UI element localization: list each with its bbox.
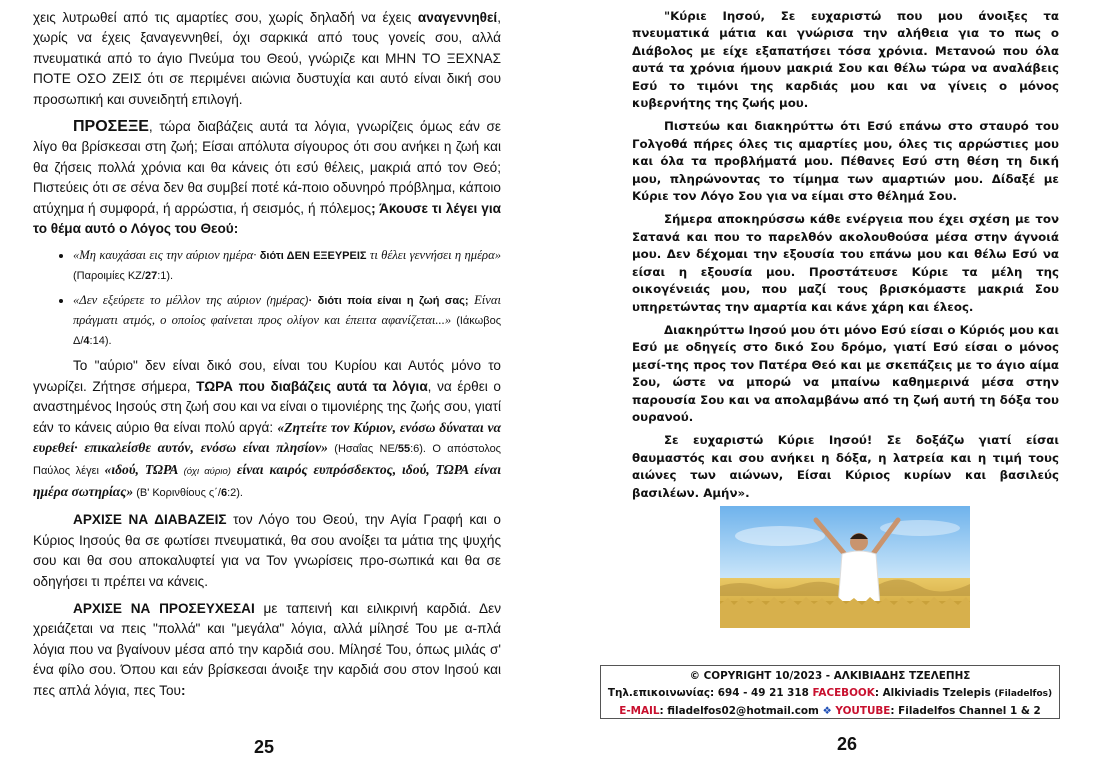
quote: «ιδού, ΤΩΡΑ <box>104 461 179 477</box>
paragraph-1 <box>33 8 501 110</box>
emphasis-regenerated: αναγεννηθεί <box>417 10 498 25</box>
text: τον Λόγο του Θεού, την Αγία Γραφή και ο Κύριος Ιησούς θα σε φωτίσει πνευματικά, θα σου ανοίξει τα μάτια της ψυχής σου και θα σου αποκαλυφτεί για να Τον γνωρίσεις προ-σωπικά και θα σε οδηγήσει τι πρέπει να κάνεις. <box>33 512 501 589</box>
note: (όχι αύριο) <box>178 465 231 477</box>
page-26 <box>560 0 1108 769</box>
reference: (Παροιμίες ΚΖ/ <box>73 270 145 283</box>
prayer-paragraph: Πιστεύω και διακηρύττω ότι Εσύ επάνω στο σταυρό του Γολγοθά πήρες όλες τις αμαρτίες μου, όλες τις αρρώστιες μου και όλα τα προβλήματά μου. Πέθανες Εσύ στη θέση τη δική μου, πληρώνοντας το τίμημα των αμαρτιών μου. Δίδαξέ με Κύριε τον Λόγο Σου για να είμαι στο θέλημά Σου. <box>632 119 1059 204</box>
prayer-paragraph: Σήμερα αποκηρύσσω κάθε ενέργεια που έχει σχέση με τον Σατανά και που το παρελθόν ακολουθούσα μέσα στην άγνοιά μου. Δεν δέχομαι την εξουσία του επάνω μου και θέλω Εσύ να είσαι η εξουσία μου. Προστάτευσε Κύριε τα μέλη της οικογένειάς μου, που μαζί τους βρισκόμαστε μακριά Σου υπηρετώντας την αμαρτία και κάνε χάρη και έλεος. <box>632 212 1059 314</box>
prayer-paragraph: Σε ευχαριστώ Κύριε Ιησού! Σε δοξάζω γιατί είσαι θαυμαστός και σου ανήκει η δόξα, η λατρεία και η τιμή τους αιώνες των αιώνων, Είσαι Κύριος κυρίων και βασιλεύς βασιλέων. Αμήν». <box>632 433 1059 500</box>
text: :6). Ο απόστολος Παύλος λέγει <box>33 443 501 477</box>
reference-chapter: 55 <box>397 443 411 456</box>
reference-chapter: 4 <box>83 335 90 348</box>
copyright-line: © COPYRIGHT 10/2023 - ΑΛΚΙΒΙΑΔΗΣ ΤΖΕΛΕΠΗΣ <box>689 670 971 682</box>
heading-prosexe: ΠΡΟΣΕΞΕ <box>73 118 149 136</box>
copyright-box <box>600 665 1060 719</box>
text: , τώρα διαβάζεις αυτά τα λόγια, γνωρίζεις όμως εάν σε λίγο θα βρίσκεσαι στη ζωή; Είσαι απόλυτα σίγουρος ότι σου ανήκει η ζωή και θα ζήσεις πολλά χρόνια και θα κάνεις ότι εσύ θέλεις, μακριά από τον Θεό; Πιστεύεις ότι σε σένα δεν θα συμβεί ποτέ κά-ποιο οδυνηρό πρόβλημα, κάποιο ατύχημα ή συμφορά, ή αρρώστια, ή σεισμός, ή πόλεμος <box>33 119 501 216</box>
facebook-value: : Alkiviadis Tzelepis <box>874 687 995 699</box>
emphasis: ΑΡΧΙΣΕ ΝΑ ΠΡΟΣΕΥΧΕΣΑΙ <box>73 600 255 616</box>
paragraph-2 <box>33 117 501 239</box>
reference-chapter: 27 <box>144 270 158 283</box>
text: Το "αύριο" δεν είναι δικό σου, είναι του Κυρίου και Αυτός μόνο το γνωρίζει. Ζήτησε σήμερα, <box>33 358 501 394</box>
paragraph-3 <box>33 356 501 503</box>
emphasis: ΑΡΧΙΣΕ ΝΑ ΔΙΑΒΑΖΕΙΣ <box>73 512 227 528</box>
scripture-list <box>33 246 501 351</box>
phone: Τηλ.επικοινωνίας: 694 - 49 21 318 <box>607 687 813 699</box>
quote: είναι καιρός ευπρόσδεκτος, ιδού, ΤΩΡΑ είναι ημέρα σωτηρίας» <box>33 461 502 499</box>
quote: τι θέλει γεννήσει η ημέρα» <box>366 248 501 263</box>
email-label: E-MAIL <box>619 705 660 717</box>
prayer-text <box>632 8 1059 508</box>
page-25-text <box>33 8 501 708</box>
contact-line <box>601 685 1059 703</box>
reference: :2). <box>227 486 243 499</box>
prayer-paragraph: Διακηρύττω Ιησού μου ότι μόνο Εσύ είσαι ο Κύριός μου και Εσύ με οδηγείς στο δικό Σου δρόμο, γιατί Εσύ είσαι ο μόνος μεσί-της προς τον Πατέρα Θεό και με σκεπάζεις με το άγιο αίμα Σου, ώστε να μπορώ να μπαίνω καθημερινά μέσα στην παρουσία Σου και να απολαμβάνω από τη ζωή αυτή τη δόξα του ουρανού. <box>632 322 1059 424</box>
email-value: : filadelfos02@hotmail.com <box>659 705 823 717</box>
emphasis: ; Άκουσε τι λέγει για το θέμα αυτό ο Λόγος του Θεού: <box>33 200 501 237</box>
quote: Είναι πράγματι ατμός, ο οποίος φαίνεται προς ολίγον και έπειτα αφανίζεται...» <box>73 293 501 328</box>
diamond-icon: ❖ <box>822 705 832 717</box>
contact-line-2 <box>601 703 1059 720</box>
reference: :1). <box>157 270 174 283</box>
paragraph-5 <box>33 599 501 701</box>
paragraph-4 <box>33 510 501 592</box>
facebook-label: FACEBOOK <box>812 687 875 699</box>
youtube-label: YOUTUBE <box>831 705 891 717</box>
reference: (Β' Κορινθίους ς΄/ <box>133 486 221 499</box>
text: , να έρθει ο αναστημένος Ιησούς στη ζωή σου και να είναι ο τιμονιέρης της ζωής σου, γιατί εάν το κάνεις αύριο θα είναι πολύ αργά: <box>33 378 501 435</box>
note: (ημέρας) <box>260 295 309 308</box>
prayer-paragraph: "Κύριε Ιησού, Σε ευχαριστώ που μου άνοιξες τα πνευματικά μάτια και γνώρισα την αλήθεια για το πως ο Διάβολος με είχε εξαπατήσει τόσα χρόνια. Μετανοώ που όλα αυτά τα χρόνια ήμουν μακριά Σου και θέλω τώρα να αναλάβεις Εσύ το τιμόνι της καρδιάς μου και να γίνεις ο μόνος κυβερνήτης της ζωής μου. <box>632 9 1059 111</box>
reference: :14). <box>89 335 112 348</box>
emphasis: διότι ΔΕΝ ΕΞΕΥΡΕΙΣ <box>259 250 367 263</box>
reference-chapter: 6 <box>220 486 228 499</box>
reference: (Ιάκωβος Δ/ <box>73 315 501 348</box>
page-number: 25 <box>254 737 275 757</box>
quote: «Ζητείτε τον Κύριον, ενόσω δύναται να ευρεθεί· επικαλείσθε αυτόν, ενόσω είναι πλησίον» <box>33 419 501 456</box>
page-25 <box>0 0 540 769</box>
facebook-suffix: (Filadelfos) <box>994 689 1053 699</box>
text: με ταπεινή και ειλικρινή καρδιά. Δεν χρειάζεται να πεις "πολλά" και "μεγάλα" λόγια, αλλά μίλησέ Του με α-πλά λόγια που να βγαίνουν μέσα από την καρδιά σου. Μίλησέ Του, όπως μιλάς σ' ένα φίλο σου. Όπου και εάν βρίσκεσαι άνοιξε την καρδιά σου στον Ιησού και πες απλά λόγια, πες Του <box>33 600 501 698</box>
man-raising-arms-in-wheat-field-icon <box>720 506 970 628</box>
quote: «Δεν εξεύρετε το μέλλον της αύριον <box>73 293 261 308</box>
reference: (Ησαΐας ΝΕ/ <box>327 443 398 456</box>
emphasis: ΤΩΡΑ που διαβάζεις αυτά τα λόγια <box>196 378 428 394</box>
youtube-value: : Filadelfos Channel 1 & 2 <box>890 705 1041 717</box>
page-number: 26 <box>837 734 858 754</box>
quote: «Μη καυχάσαι εις την αύριον ημέρα· <box>73 248 260 263</box>
list-item <box>73 291 501 351</box>
emphasis: · διότι ποία είναι η ζωή σας; <box>308 295 469 308</box>
list-item <box>73 246 501 286</box>
text: χεις λυτρωθεί από τις αμαρτίες σου, χωρίς δηλαδή να έχεις <box>33 10 418 25</box>
text: , χωρίς να έχεις ξαναγεννηθεί, όχι σαρκικά από τους γονείς σου, αλλά πνευματικά από το άγιο Πνεύμα του Θεού, γνώριζε και ΜΗΝ ΤΟ ΞΕΧΝΑΣ ΠΟΤΕ ΟΣΟ ΖΕΙΣ ότι σε περιμένει αιώνια δυστυχία και αυτό είναι δική σου προσωπική και συνειδητή επιλογή. <box>33 10 501 107</box>
text: : <box>180 682 186 698</box>
